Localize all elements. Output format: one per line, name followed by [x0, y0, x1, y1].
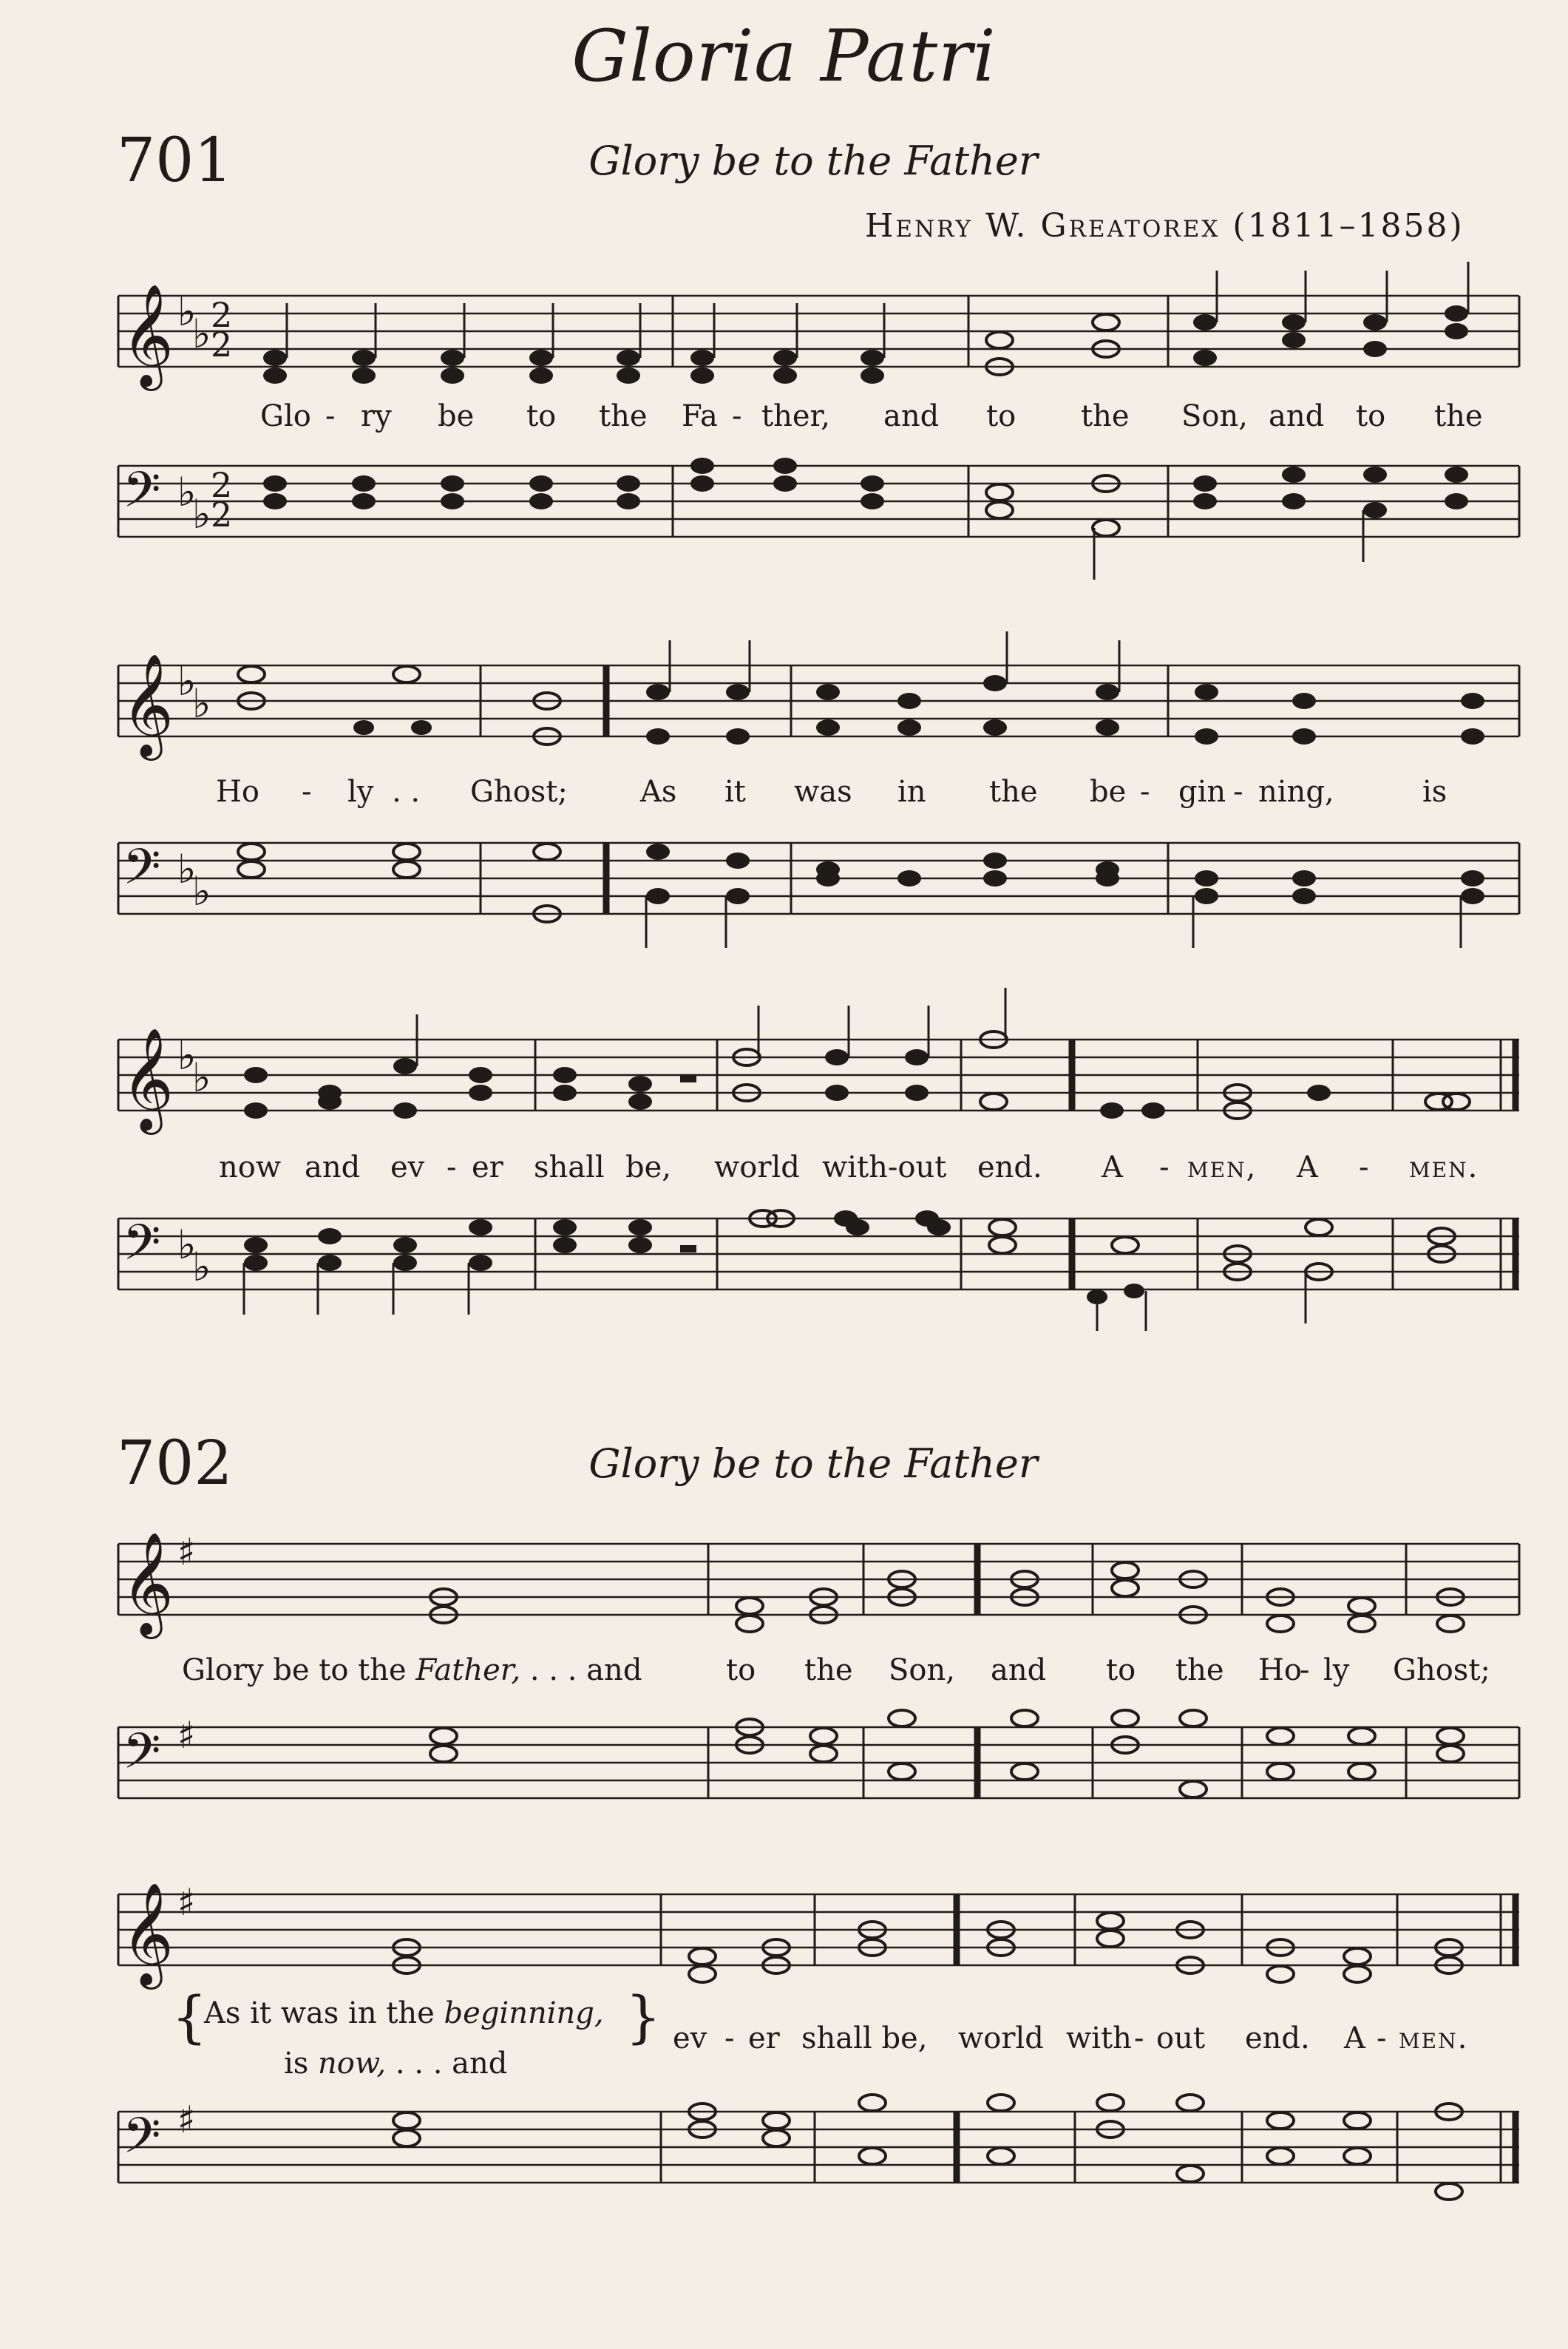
lyrics-line: ev - er shall be, world with - out end. A - men. [673, 2021, 1469, 2055]
svg-text:♭: ♭ [177, 288, 197, 335]
bass-clef-icon: 𝄢 [123, 838, 161, 907]
svg-text:♯: ♯ [177, 1881, 196, 1924]
treble-staff [111, 643, 1523, 776]
svg-text:♭: ♭ [192, 311, 211, 357]
bass-clef-icon: 𝄢 [123, 461, 161, 530]
svg-text:♭: ♭ [177, 1221, 197, 1268]
svg-text:♭: ♭ [192, 491, 211, 538]
svg-text:2: 2 [211, 295, 233, 335]
svg-text:♭: ♭ [177, 846, 197, 892]
svg-text:♭: ♭ [177, 469, 197, 515]
left-brace: { [172, 1984, 208, 2050]
lyrics-line: to the Son, and to the Ho - ly Ghost; [726, 1653, 1490, 1687]
svg-text:♯: ♯ [177, 1714, 196, 1757]
bass-staff [111, 2089, 1523, 2223]
svg-text:2: 2 [211, 325, 233, 365]
svg-text:♯: ♯ [177, 1531, 196, 1573]
lyrics-line: now and ev - er shall be, world with-out end. A - men, A - men. [219, 1150, 1479, 1184]
treble-clef-icon: 𝄞 [121, 284, 174, 387]
svg-text:♭: ♭ [177, 1032, 197, 1079]
treble-staff [111, 1017, 1523, 1150]
svg-text:2: 2 [211, 495, 233, 535]
svg-text:♭: ♭ [177, 658, 197, 705]
page-title: Gloria Patri [571, 15, 997, 98]
treble-staff [111, 1522, 1523, 1655]
bass-staff [111, 1196, 1523, 1329]
bass-clef-icon: 𝄢 [123, 2107, 161, 2176]
svg-text:♯: ♯ [177, 2098, 196, 2141]
bass-staff [111, 444, 1523, 577]
lyrics-line: Ho - ly . . Ghost; As it was in the be - gin - ning, is [216, 775, 1447, 809]
bass-staff [111, 821, 1523, 954]
hymn-number: 701 [117, 126, 233, 196]
hymn-first-line: Glory be to the Father [588, 1440, 1038, 1487]
lyrics-line: Glo - ry be to the Fa - ther, and to the Son, and to the [260, 399, 1483, 433]
treble-clef-icon: 𝄞 [121, 1882, 174, 1985]
svg-text:♭: ♭ [192, 1244, 211, 1290]
svg-text:2: 2 [211, 465, 233, 505]
svg-text:♭: ♭ [192, 1054, 211, 1101]
hymn-first-line: Glory be to the Father [588, 138, 1038, 184]
right-brace: } [625, 1984, 662, 2050]
treble-clef-icon: 𝄞 [121, 1532, 174, 1635]
treble-staff [111, 274, 1523, 407]
svg-text:♭: ♭ [192, 680, 211, 727]
treble-staff [111, 1872, 1523, 2005]
bass-clef-icon: 𝄢 [123, 1723, 161, 1792]
bass-staff [111, 1705, 1523, 1838]
chant-text-line-2b: is now, . . . and [284, 2047, 508, 2081]
bass-clef-icon: 𝄢 [123, 1214, 161, 1283]
hymn-number: 702 [117, 1428, 233, 1499]
chant-text-line-2a: As it was in the beginning, [204, 1996, 604, 2030]
svg-text:♭: ♭ [192, 868, 211, 915]
treble-clef-icon: 𝄞 [121, 1028, 174, 1131]
composer-credit: Henry W. Greatorex (1811–1858) [865, 207, 1465, 245]
treble-clef-icon: 𝄞 [121, 654, 174, 756]
chant-text-line-1: Glory be to the Father, . . . and [182, 1653, 642, 1687]
